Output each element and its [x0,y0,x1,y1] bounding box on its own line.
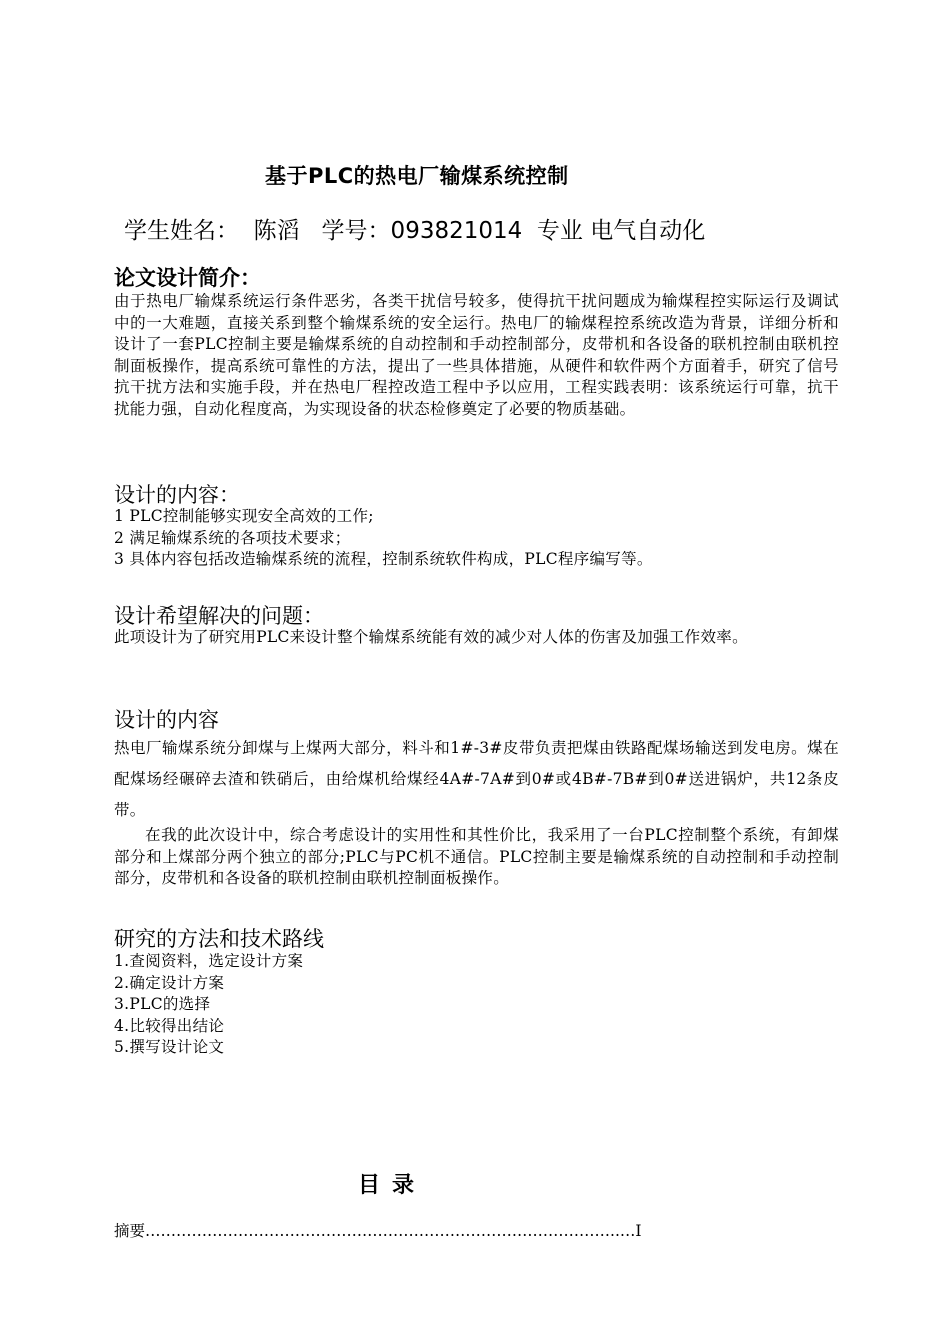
content-list [114,506,653,571]
toc-entry-leader: …………………………………………………………………………… [145,1222,595,1240]
methods-heading: 研究的方法和技术路线 [114,927,324,951]
toc-entry[interactable] [114,1219,642,1241]
list-item: 1.查阅资料，选定设计方案 [114,952,304,970]
list-item: 3 具体内容包括改造输煤系统的流程，控制系统软件构成，PLC程序编写等。 [114,550,653,568]
problem-paragraph: 此项设计为了研究用PLC来设计整个输煤系统能有效的减少对人体的伤害及加强工作效率。 [114,628,748,646]
student-info-line: 学生姓名： 陈滔 学号：093821014 专业 电气自动化 [124,218,706,244]
toc-entry-label: 摘要 [114,1222,146,1240]
methods-list [114,951,303,1059]
list-item: 2.确定设计方案 [114,973,225,992]
intro-paragraph: 由于热电厂输煤系统运行条件恶劣，各类干扰信号较多，使得抗干扰问题成为输煤程控实际运行及调试中的一大难题，直接关系到整个输煤系统的安全运行。热电厂的输煤程控系统改造为背景，详细分析和设计了一套PLC控制主要是输煤系统的自动控制和手动控制部分，皮带机和各设备的联机控制由联机控制面板操作，提高系统可靠性的方法，提出了一些具体措施，从硬件和软件两个方面着手，研究了信号抗干扰方法和实施手段，并在热电厂程控改造工程中予以应用，工程实践表明：该系统运行可靠，抗干扰能力强，自动化程度高，为实现设备的状态检修奠定了必要的物质基础。 [114,292,839,418]
list-item: 4.比较得出结论 [114,1016,225,1035]
list-item: 3.PLC的选择 [114,995,211,1013]
content-heading: 设计的内容： [114,483,240,507]
list-item: 2 满足输煤系统的各项技术要求； [114,528,351,547]
list-item: 5.撰写设计论文 [114,1038,225,1056]
list-item: 1 PLC控制能够实现安全高效的工作; [114,507,374,525]
content2-paragraph-1: 热电厂输煤系统分卸煤与上煤两大部分，料斗和1#-3#皮带负责把煤由铁路配煤场输送到发电房。煤在配煤场经碾碎去渣和铁硝后，由给煤机给煤经4A#-7A#到0#或4B#-7B#到0#送进锅炉，共12条皮带。 [114,739,839,819]
toc-title: 目录 [358,1173,427,1198]
document-title: 基于PLC的热电厂输煤系统控制 [265,164,569,188]
content2-paragraph-2: 在我的此次设计中，综合考虑设计的实用性和其性价比，我采用了一台PLC控制整个系统，有卸煤部分和上煤部分两个独立的部分;PLC与PC机不通信。PLC控制主要是输煤系统的自动控制和手动控制部分，皮带机和各设备的联机控制由联机控制面板操作。 [114,826,839,887]
content2-heading: 设计的内容 [114,708,219,732]
intro-heading: 论文设计简介： [114,266,261,290]
problem-heading: 设计希望解决的问题： [114,604,324,628]
toc-entry-page: …..…Ⅰ [594,1222,642,1240]
